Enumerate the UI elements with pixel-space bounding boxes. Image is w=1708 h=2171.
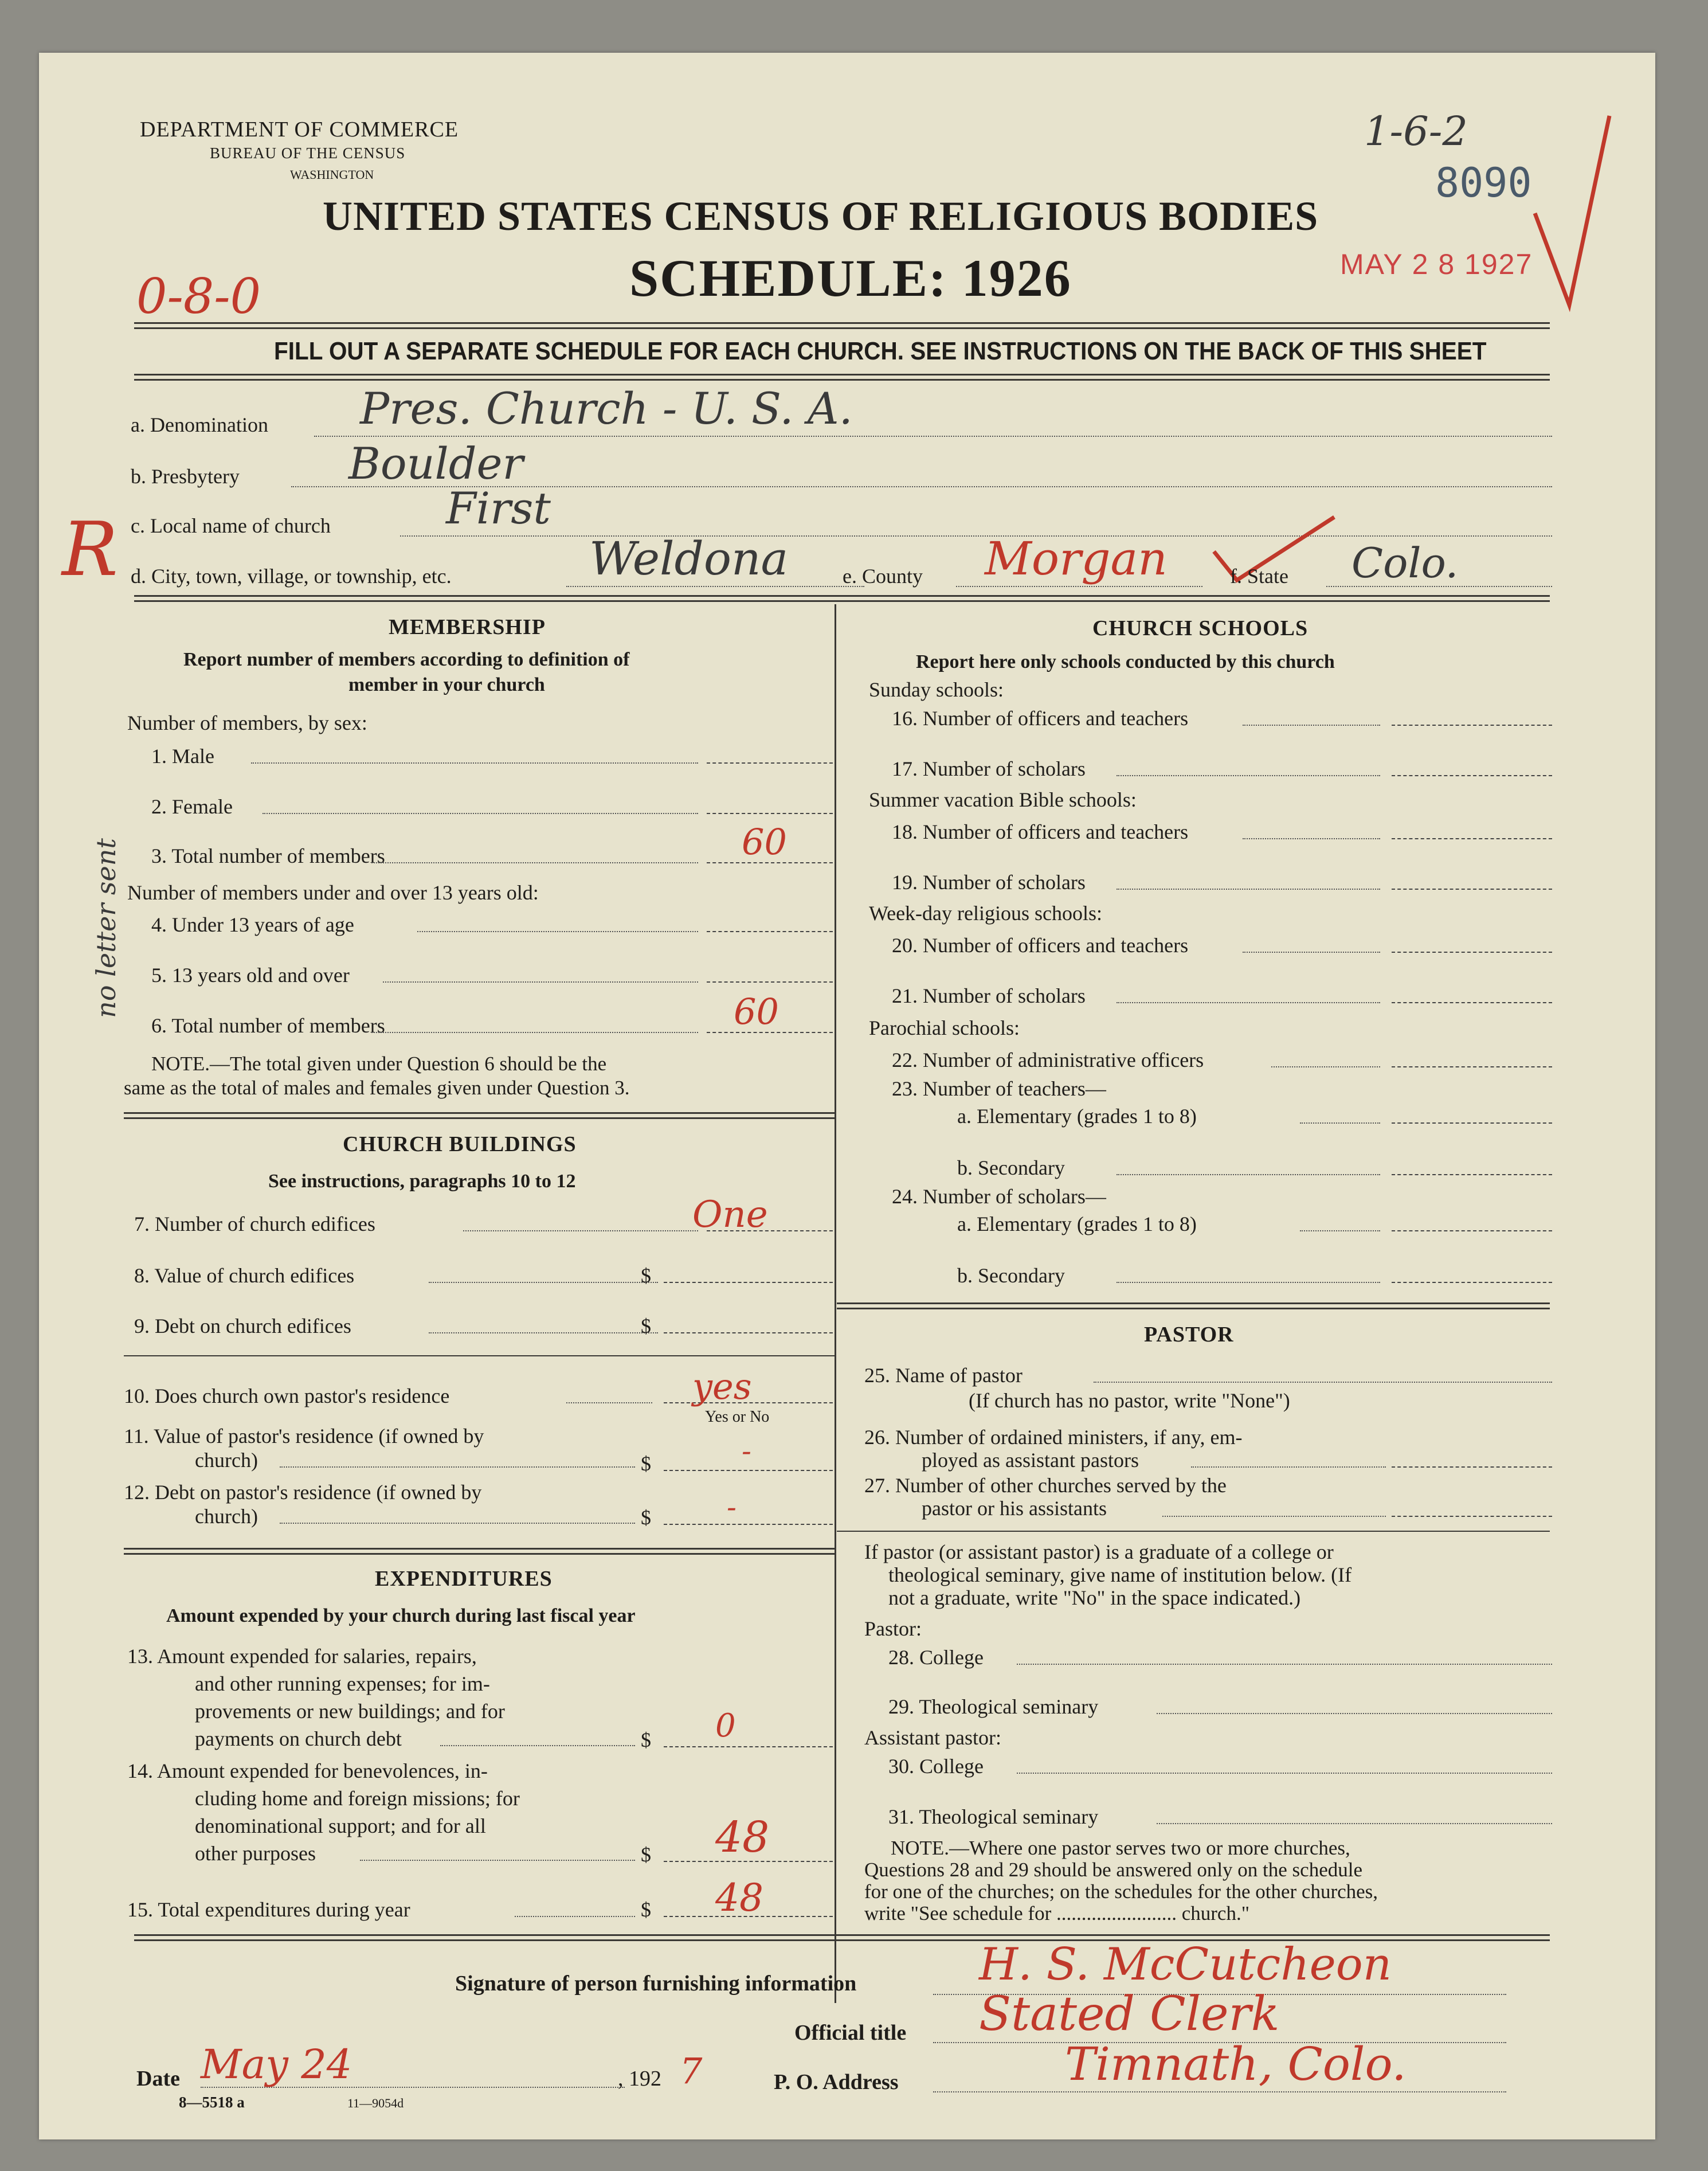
q24a-leader (1300, 1230, 1380, 1231)
po-address-label: P. O. Address (774, 2070, 899, 2094)
q5-over13-field[interactable] (707, 981, 833, 983)
q21-field[interactable] (1392, 1002, 1552, 1003)
q23b-field[interactable] (1392, 1174, 1552, 1175)
q11-leader (280, 1466, 635, 1468)
q24b-leader (1117, 1282, 1380, 1283)
q4-under13-field[interactable] (707, 931, 833, 932)
assistant-pastor-label: Assistant pastor: (864, 1726, 1001, 1749)
q7-leader (463, 1230, 698, 1231)
q22-leader (1271, 1066, 1380, 1067)
q23a-field[interactable] (1392, 1122, 1552, 1124)
department-name: DEPARTMENT OF COMMERCE (140, 118, 459, 142)
schools-divider (837, 1302, 1550, 1309)
q15-label: 15. Total expenditures during year (127, 1898, 410, 1921)
q19-field[interactable] (1392, 889, 1552, 890)
q25-note: (If church has no pastor, write "None") (969, 1389, 1290, 1412)
city-line (566, 586, 864, 587)
q22-label: 22. Number of administrative officers (892, 1049, 1204, 1071)
q25-field[interactable] (1094, 1382, 1552, 1383)
print-number: 11—9054d (347, 2096, 404, 2110)
official-title-label: Official title (794, 2021, 907, 2045)
q15-leader (515, 1916, 635, 1917)
q3-leader (371, 862, 698, 863)
header-divider (134, 322, 1550, 329)
denomination-value: Pres. Church - U. S. A. (360, 383, 853, 434)
year-prefix: , 192 (618, 2067, 661, 2091)
q13-label-line-4: payments on church debt (195, 1727, 402, 1750)
q2-female-field[interactable] (707, 813, 833, 814)
q10-residence-label: 10. Does church own pastor's residence (124, 1384, 450, 1407)
expenditures-subtitle: Amount expended by your church during last fiscal year (166, 1605, 636, 1626)
bureau-city: WASHINGTON (290, 167, 374, 182)
instructions-banner: FILL OUT A SEPARATE SCHEDULE FOR EACH CHURCH. SEE INSTRUCTIONS ON THE BACK OF THIS SHEET (274, 337, 1487, 365)
q31-field[interactable] (1157, 1823, 1552, 1824)
county-value: Morgan (985, 532, 1168, 585)
pastor-note-3: for one of the churches; on the schedules for the other churches, (864, 1880, 1378, 1903)
q11-label-line-1: 11. Value of pastor's residence (if owned by (124, 1425, 484, 1448)
local-name-line (400, 535, 1552, 537)
q28-field[interactable] (1017, 1664, 1552, 1665)
q23b-label: b. Secondary (957, 1156, 1065, 1179)
schools-subtitle: Report here only schools conducted by this church (916, 651, 1335, 672)
state-label: f. State (1230, 565, 1288, 588)
q21-label: 21. Number of scholars (892, 984, 1086, 1007)
membership-title: MEMBERSHIP (389, 615, 546, 639)
q14-label-line-3: denominational support; and for all (195, 1814, 486, 1837)
received-date-stamp: MAY 2 8 1927 (1340, 248, 1533, 280)
q29-field[interactable] (1157, 1713, 1552, 1714)
county-line (956, 586, 1202, 587)
q12-label-line-2: church) (195, 1505, 258, 1528)
membership-subtitle-2: member in your church (348, 674, 545, 695)
expenditures-title: EXPENDITURES (375, 1567, 553, 1591)
identity-divider (134, 595, 1550, 602)
q26-label-line-1: 26. Number of ordained ministers, if any, em- (864, 1426, 1243, 1449)
form-number: 8—5518 a (179, 2094, 245, 2111)
q14-amount-value: 48 (715, 1813, 770, 1862)
q12-leader (280, 1523, 635, 1524)
signature-label: Signature of person furnishing information (455, 1971, 857, 1996)
date-label: Date (136, 2067, 180, 2091)
q5-over13-label: 5. 13 years old and over (151, 964, 350, 987)
banner-divider (134, 374, 1550, 381)
local-name-label: c. Local name of church (131, 514, 331, 537)
schools-title: CHURCH SCHOOLS (1092, 616, 1309, 640)
pastor-note-1: NOTE.—Where one pastor serves two or more churches, (891, 1837, 1350, 1859)
membership-subtitle-1: Report number of members according to definition of (183, 649, 630, 670)
q14-label-line-4: other purposes (195, 1842, 316, 1865)
county-label: e. County (843, 565, 923, 588)
q10-leader (566, 1402, 652, 1403)
graduate-instruction-1: If pastor (or assistant pastor) is a graduate of a college or (864, 1540, 1334, 1563)
q3-total-value: 60 (742, 821, 787, 863)
q13-label-line-2: and other running expenses; for im- (195, 1672, 490, 1695)
parochial-schools-label: Parochial schools: (869, 1016, 1020, 1039)
q20-label: 20. Number of officers and teachers (892, 934, 1189, 957)
pastor-note-2: Questions 28 and 29 should be answered only on the schedule (864, 1859, 1363, 1881)
q23-label: 23. Number of teachers— (892, 1077, 1106, 1100)
graduate-instruction-3: not a graduate, write "No" in the space indicated.) (888, 1586, 1301, 1609)
q14-label-line-2: cluding home and foreign missions; for (195, 1787, 520, 1810)
q13-amount-value: 0 (715, 1707, 736, 1744)
q1-male-label: 1. Male (151, 745, 214, 768)
q13-label-line-1: 13. Amount expended for salaries, repairs, (127, 1645, 477, 1668)
q21-leader (1117, 1002, 1380, 1003)
q30-label: 30. College (888, 1755, 984, 1778)
q31-label: 31. Theological seminary (888, 1805, 1099, 1828)
q17-field[interactable] (1392, 775, 1552, 776)
margin-side-note: no letter sent (90, 838, 122, 1018)
q4-leader (417, 931, 698, 932)
signature-value: H. S. McCutcheon (979, 1939, 1392, 1990)
q23a-label: a. Elementary (grades 1 to 8) (957, 1105, 1197, 1128)
membership-note-1: NOTE.—The total given under Question 6 should be the (151, 1053, 607, 1075)
q15-total-value: 48 (715, 1876, 763, 1920)
membership-note-2: same as the total of males and females given under Question 3. (124, 1077, 630, 1099)
q14-dollar-sign: $ (641, 1843, 651, 1866)
q30-field[interactable] (1017, 1773, 1552, 1774)
buildings-subdivider (124, 1355, 835, 1356)
q13-label-line-3: provements or new buildings; and for (195, 1700, 505, 1723)
q16-leader (1243, 725, 1380, 726)
q12-label-line-1: 12. Debt on pastor's residence (if owned by (124, 1481, 482, 1504)
q13-amount-field[interactable] (664, 1746, 833, 1747)
members-by-age-label: Number of members under and over 13 years old: (127, 881, 539, 904)
local-name-value: First (446, 483, 551, 534)
q17-label: 17. Number of scholars (892, 757, 1086, 780)
po-address-value: Timnath, Colo. (1065, 2037, 1407, 2091)
official-title-value: Stated Clerk (979, 1987, 1280, 2041)
schedule-year: SCHEDULE: 1926 (629, 249, 1072, 307)
q24a-label: a. Elementary (grades 1 to 8) (957, 1212, 1197, 1235)
q29-label: 29. Theological seminary (888, 1695, 1099, 1718)
date-value: May 24 (201, 2041, 352, 2088)
check-mark-icon (1529, 110, 1615, 316)
q7-edifices-label: 7. Number of church edifices (134, 1212, 375, 1235)
yes-no-hint: Yes or No (705, 1408, 770, 1426)
q13-leader (440, 1745, 635, 1746)
po-address-field[interactable] (933, 2091, 1506, 2092)
q20-field[interactable] (1392, 952, 1552, 953)
column-divider (835, 604, 836, 2003)
margin-mark: R (62, 506, 118, 593)
q24a-field[interactable] (1392, 1230, 1552, 1231)
q2-female-label: 2. Female (151, 795, 233, 818)
q8-leader (429, 1282, 658, 1283)
q1-leader (251, 762, 698, 764)
q27-field[interactable] (1392, 1516, 1552, 1517)
q1-male-field[interactable] (707, 762, 833, 764)
q17-leader (1117, 775, 1380, 776)
q11-value: - (742, 1434, 751, 1468)
buildings-divider (124, 1548, 835, 1555)
q18-leader (1243, 838, 1380, 839)
q26-label-line-2: ployed as assistant pastors (922, 1449, 1139, 1472)
q28-label: 28. College (888, 1646, 984, 1669)
q27-label-line-1: 27. Number of other churches served by the (864, 1474, 1227, 1497)
margin-code: 0-8-0 (136, 268, 261, 324)
q6-leader (371, 1032, 698, 1033)
pastor-subdivider (837, 1531, 1550, 1532)
q24b-field[interactable] (1392, 1282, 1552, 1283)
q26-leader (1191, 1466, 1386, 1468)
year-digit: 7 (680, 2050, 703, 2092)
q12-debt-field[interactable] (664, 1524, 833, 1525)
q27-label-line-2: pastor or his assistants (922, 1497, 1107, 1520)
q18-label: 18. Number of officers and teachers (892, 820, 1189, 843)
members-by-sex-label: Number of members, by sex: (127, 711, 367, 734)
summer-schools-label: Summer vacation Bible schools: (869, 788, 1137, 811)
q11-label-line-2: church) (195, 1449, 258, 1472)
form-title: UNITED STATES CENSUS OF RELIGIOUS BODIES (323, 193, 1319, 239)
pastor-title: PASTOR (1144, 1323, 1234, 1347)
q16-label: 16. Number of officers and teachers (892, 707, 1189, 730)
buildings-title: CHURCH BUILDINGS (343, 1132, 577, 1156)
q25-label: 25. Name of pastor (864, 1364, 1023, 1387)
q5-leader (383, 981, 698, 983)
city-value: Weldona (589, 532, 789, 585)
q27-leader (1162, 1516, 1386, 1517)
q8-value-field[interactable] (664, 1282, 833, 1283)
state-value: Colo. (1351, 539, 1459, 587)
presbytery-label: b. Presbytery (131, 465, 240, 488)
q9-leader (429, 1332, 658, 1333)
census-schedule-sheet (39, 53, 1655, 2139)
q6-total-value: 60 (734, 991, 779, 1032)
denomination-line (314, 436, 1552, 437)
q23a-leader (1300, 1122, 1380, 1124)
q11-dollar-sign: $ (641, 1452, 651, 1475)
presbytery-value: Boulder (348, 438, 523, 489)
q16-field[interactable] (1392, 725, 1552, 726)
q19-label: 19. Number of scholars (892, 871, 1086, 894)
q22-field[interactable] (1392, 1066, 1552, 1067)
handwritten-code: 1-6-2 (1364, 108, 1468, 155)
buildings-subtitle: See instructions, paragraphs 10 to 12 (268, 1171, 576, 1192)
q6-total-label: 6. Total number of members (151, 1014, 385, 1037)
q4-under13-label: 4. Under 13 years of age (151, 913, 354, 936)
membership-divider (124, 1112, 835, 1119)
q23b-leader (1117, 1174, 1380, 1175)
q8-dollar-sign: $ (641, 1264, 651, 1287)
q14-leader (360, 1860, 635, 1861)
q12-value: - (727, 1491, 737, 1524)
q11-value-field[interactable] (664, 1470, 833, 1471)
graduate-instruction-2: theological seminary, give name of institution below. (If (888, 1563, 1352, 1586)
q14-label-line-1: 14. Amount expended for benevolences, in- (127, 1759, 488, 1782)
q2-leader (263, 813, 698, 814)
weekday-schools-label: Week-day religious schools: (869, 902, 1103, 925)
file-number: 8090 (1435, 159, 1532, 206)
q7-edifices-value: One (692, 1194, 768, 1236)
denomination-label: a. Denomination (131, 413, 268, 436)
q15-dollar-sign: $ (641, 1898, 651, 1921)
q24-label: 24. Number of scholars— (892, 1185, 1106, 1208)
q10-residence-value: yes (692, 1366, 752, 1407)
q19-leader (1117, 889, 1380, 890)
sunday-schools-label: Sunday schools: (869, 678, 1004, 701)
pastor-note-4: write "See schedule for ........................ church." (864, 1902, 1250, 1924)
q8-value-label: 8. Value of church edifices (134, 1264, 355, 1287)
q24b-label: b. Secondary (957, 1264, 1065, 1287)
city-label: d. City, town, village, or township, etc. (131, 565, 452, 588)
q9-dollar-sign: $ (641, 1315, 651, 1337)
bureau-name: BUREAU OF THE CENSUS (210, 144, 406, 162)
q26-field[interactable] (1392, 1466, 1552, 1468)
q9-debt-field[interactable] (664, 1332, 833, 1333)
q3-total-label: 3. Total number of members (151, 844, 385, 867)
q18-field[interactable] (1392, 838, 1552, 839)
q9-debt-label: 9. Debt on church edifices (134, 1315, 351, 1337)
q13-dollar-sign: $ (641, 1728, 651, 1751)
q12-dollar-sign: $ (641, 1506, 651, 1529)
q20-leader (1243, 952, 1380, 953)
pastor-subsection-label: Pastor: (864, 1617, 922, 1640)
